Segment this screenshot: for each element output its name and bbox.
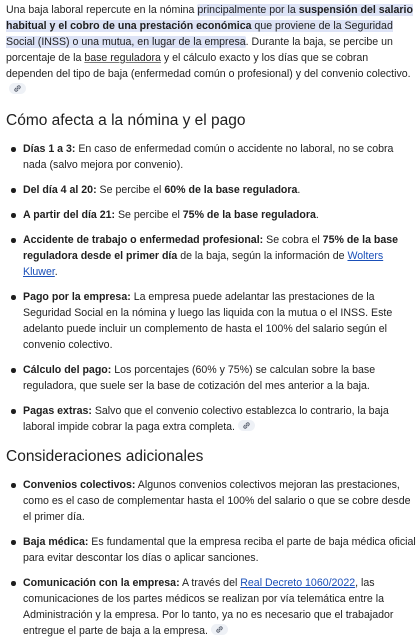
source-link-chip[interactable] xyxy=(211,624,228,635)
section-title-nomina: Cómo afecta a la nómina y el pago xyxy=(6,112,246,129)
link-icon xyxy=(13,84,22,93)
item-term: Comunicación con la empresa: xyxy=(23,577,180,589)
item-term: Del día 4 al 20: xyxy=(23,184,97,196)
nomina-list xyxy=(6,141,416,435)
real-decreto-link[interactable]: Real Decreto 1060/2022 xyxy=(240,577,356,589)
item-term: A partir del día 21: xyxy=(23,209,116,221)
item-term: Días 1 a 3: xyxy=(23,143,76,155)
item-text: Se percibe el xyxy=(115,209,183,221)
item-text: En caso de enfermedad común o accidente no laboral, no se cobra nada (salvo mejora por convenio). xyxy=(23,143,394,171)
item-text: Es fundamental que la empresa reciba el parte de baja médica oficial para evitar descontar los días o aplicar sanciones. xyxy=(23,536,416,564)
item-term: Baja médica: xyxy=(23,536,89,548)
wolters-kluwer-link[interactable]: Wolters Kluwer xyxy=(23,250,384,278)
intro-highlight-tail: que proviene de la Seguridad Social (INSS) o una mutua, en lugar de la empresa xyxy=(6,20,393,48)
item-term: Accidente de trabajo o enfermedad profesional: xyxy=(23,234,264,246)
list-item xyxy=(23,477,416,525)
source-link-chip[interactable] xyxy=(9,83,26,94)
list-item xyxy=(23,403,416,435)
item-term: Pagas extras: xyxy=(23,405,92,417)
intro-paragraph xyxy=(6,2,416,98)
intro-text-3: y el cálculo exacto y los días que se cobran dependen del tipo de baja (enfermedad común o profesional) y del convenio colectivo. xyxy=(6,52,411,80)
item-term: Pago por la empresa: xyxy=(23,291,131,303)
item-text: Algunos convenios colectivos mejoran las prestaciones, como es el caso de complementar hasta el 100% del salario o que se cobre desde el primer día. xyxy=(23,479,411,523)
section-title-consideraciones: Consideraciones adicionales xyxy=(6,448,204,465)
list-item xyxy=(23,362,416,394)
item-term: Convenios colectivos: xyxy=(23,479,136,491)
item-text: . xyxy=(297,184,301,196)
list-item xyxy=(23,207,416,223)
item-text: A través del xyxy=(179,577,241,589)
list-item xyxy=(23,575,416,639)
item-emphasis: 75% de la base reguladora desde el primer día xyxy=(23,234,399,262)
list-item xyxy=(23,534,416,566)
item-text: La empresa puede adelantar las prestaciones de la Seguridad Social en la nómina y luego las liquida con la mutua o el INSS. Este adelanto puede incluir un complemento de hasta el 100% del salario según el convenio colectivo. xyxy=(23,291,393,351)
item-text: Se percibe el xyxy=(96,184,165,196)
item-text: , las comunicaciones de los partes médicos se realizan por vía telemática entre la Administración y la empresa. Por lo tanto, ya no es necesario que el trabajador entregue el parte de baja a la empresa. xyxy=(23,577,394,637)
item-text: Los porcentajes (60% y 75%) se calculan sobre la base reguladora, que suele ser la base de cotización del mes anterior a la baja. xyxy=(23,364,376,392)
link-icon xyxy=(215,625,224,634)
link-icon xyxy=(242,421,251,430)
item-emphasis: 75% de la base reguladora xyxy=(182,209,316,221)
list-item xyxy=(23,289,416,353)
intro-text-1: Una baja laboral repercute en la nómina xyxy=(6,4,198,16)
intro-text-2: . Durante la baja, se percibe un porcentaje de la xyxy=(6,36,393,64)
source-link-chip[interactable] xyxy=(238,420,255,431)
base-reguladora-term[interactable]: base reguladora xyxy=(84,52,161,64)
intro-highlight-text: principalmente por la xyxy=(197,4,299,16)
item-term: Cálculo del pago: xyxy=(23,364,112,376)
item-emphasis: 60% de la base reguladora xyxy=(164,184,298,196)
consideraciones-list xyxy=(6,477,416,639)
item-text: de la baja, según la información de xyxy=(177,250,348,262)
list-item xyxy=(23,232,416,280)
list-item xyxy=(23,141,416,173)
intro-highlight-bold: suspensión del salario habitual y el cobro de una prestación económica xyxy=(6,4,413,32)
item-text: Se cobra el xyxy=(263,234,323,246)
list-item xyxy=(23,182,416,198)
item-text: . xyxy=(54,266,58,278)
item-text: Salvo que el convenio colectivo establezca lo contrario, la baja laboral impide cobrar la paga extra completa. xyxy=(23,405,389,433)
item-text: . xyxy=(315,209,319,221)
